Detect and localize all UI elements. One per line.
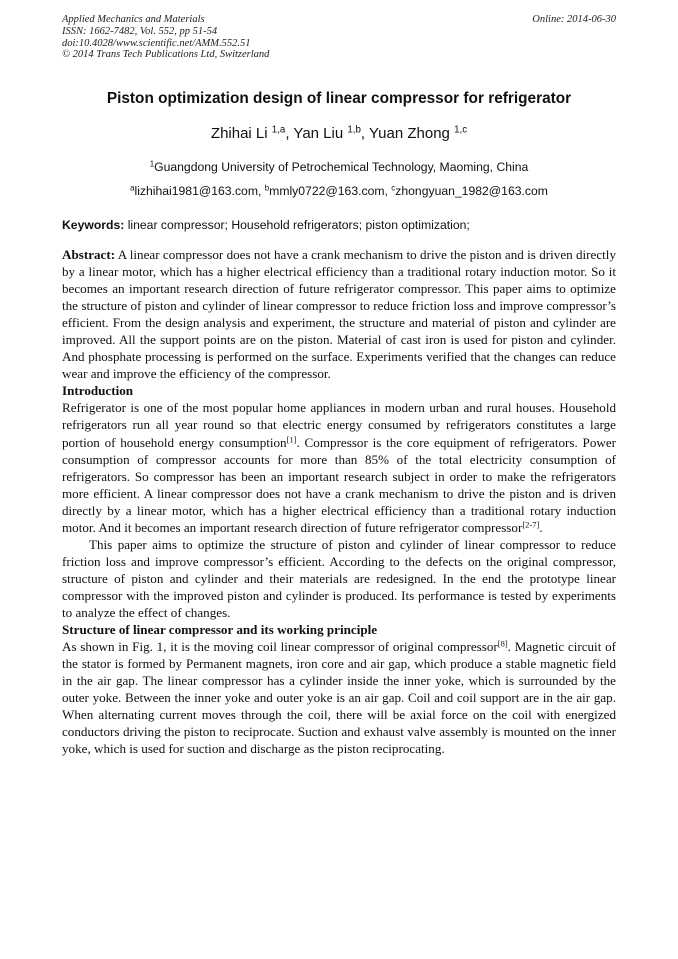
author-separator: , [360,125,369,142]
author-sup: 1,b [347,124,361,136]
citation: [8] [497,638,508,649]
email-link[interactable]: mmly0722@163.com [269,184,385,198]
affiliation [62,159,616,175]
email-sup: b [264,183,270,193]
structure-heading: Structure of linear compressor and its working principle [62,622,378,638]
author-sup: 1,c [454,124,468,136]
email-list: $^a$lizhihai1981@163.com, $^b$mmly0722@163.com, $^c$zhongyuan_1982@163.com [130,183,548,198]
author-name: Yuan Zhong [369,125,450,142]
introduction-heading: Introduction [62,383,134,399]
affiliation-sup: 1 [149,159,155,169]
email-sup: c [391,183,396,193]
structure-paragraph-1: As shown in Fig. 1, it is the moving coil linear compressor of original compressor[8]. Magnetic circuit of the stator is formed by Permanent magnets, iron core and air gap, which produce a stable magnetic field in the air gap. The linear compressor has a cylinder inside the inner yoke, which is surrounded by the outer yoke. Between the inner yoke and outer yoke is an air gap. Coil and coil support are in the air gap. When alternating current moves through the coil, there will be axial force on the coil with energized conductors driving the piston to reciprocate. Suction and exhaust valve assembly is mounted on the inner yoke, which is used for suction and discharge as the piston reciprocating. [62,638,616,757]
introduction-paragraph-1: Refrigerator is one of the most popular home appliances in modern urban and rural houses. Household refrigerators run all year round so that electric energy consumed by refrigerators constitutes a large portion of household energy consumption[1]. Compressor is the core equipment of refrigerators. Power consumption of compressor accounts for more than 85% of the total electricity consumption of refrigerators. So compressor has been an important research subject in order to make the refrigerators more efficient. A linear compressor does not have a crank mechanism to drive the piston and is driven directly by a linear motor, which has a higher electrical efficiency than a traditional rotary induction motor. And it becomes an important research direction of future refrigerator compressor[2-7]. [62,400,616,535]
email-link[interactable]: zhongyuan_1982@163.com [395,184,548,198]
email-link[interactable]: lizhihai1981@163.com [134,184,258,198]
paper-title: Piston optimization design of linear compressor for refrigerator [106,90,572,107]
introduction-paragraph-2: This paper aims to optimize the structure of piston and cylinder of linear compressor to reduce friction loss and improve compressor’s efficient. According to the defects on the original compressor, structure of piston and cylinder and their materials are redesigned. In the end the prototype linear compressor with the improved piston and cylinder is produced. Its performance is tested by experiments to analyze the effect of changes. [62,536,616,620]
abstract-text: A linear compressor does not have a crank mechanism to drive the piston and is driven directly by a linear motor, which has a higher electrical efficiency than a traditional rotary induction motor. So it becomes an important research direction of future refrigerator compressor. This paper aims to optimize the structure of piston and cylinder of linear compressor to reduce friction loss and improve compressor’s efficient. From the design analysis and experiment, the structure and material of piston and cylinder are improved. All the support points are on the piston. Material of cast iron is used for piston and cylinder. And phosphate processing is performed on the surface. Experiments verified that the changes can reduce wear and improve the efficiency of the compressor. [62,247,616,382]
paper-body [62,246,616,757]
citation: [2-7] [522,519,540,530]
keywords-label: Keywords: [62,218,125,232]
author-sup: 1,a [271,124,286,136]
affiliation-text: Guangdong University of Petrochemical Technology, Maoming, China [154,160,529,174]
email-sup: a [130,183,135,193]
author-separator: , [285,125,294,142]
journal-header [62,14,616,61]
keywords-text: linear compressor; Household refrigerators; piston optimization; [127,218,470,232]
abstract-label: Abstract: [62,247,116,262]
copyright-line: © 2014 Trans Tech Publications Ltd, Switzerland [62,49,270,61]
abstract-paragraph [62,246,616,382]
citation: [1] [286,433,297,444]
author-list [62,124,616,144]
author-name: Zhihai Li [210,125,268,142]
online-date: Online: 2014-06-30 [532,14,616,25]
keywords [62,217,616,233]
doi-line: doi:10.4028/www.scientific.net/AMM.552.51 [62,37,251,49]
journal-name: Applied Mechanics and Materials [62,14,205,25]
author-name: Yan Liu [293,125,344,142]
issn-line: ISSN: 1662-7482, Vol. 552, pp 51-54 [62,25,218,37]
